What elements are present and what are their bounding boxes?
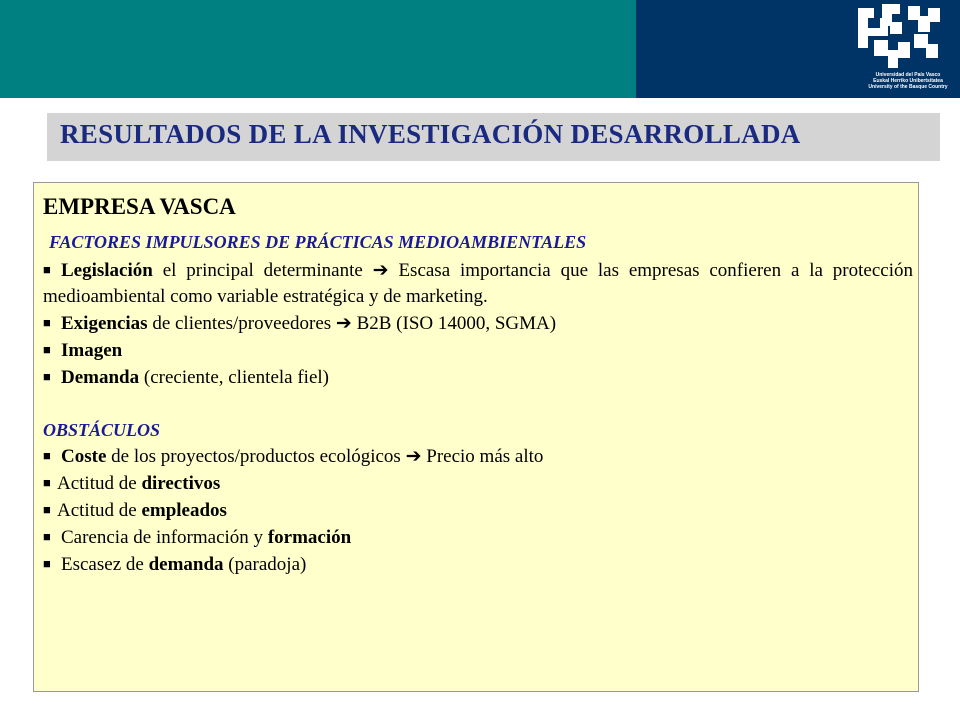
logo-line: Euskal Herriko Unibertsitatea xyxy=(873,78,943,84)
item-text: de los proyectos/productos ecológicos xyxy=(106,446,406,467)
item-keyword: formación xyxy=(267,527,352,548)
list-item xyxy=(43,364,913,391)
item-text: Escasez de xyxy=(61,554,149,575)
logo-caption xyxy=(858,72,958,90)
drivers-heading: FACTORES IMPULSORES DE PRÁCTICAS MEDIOAMBIENTALES xyxy=(49,232,587,252)
bullet-icon: ■ xyxy=(43,556,51,571)
list-item xyxy=(43,470,913,497)
item-keyword: directivos xyxy=(141,473,221,494)
item-text: Actitud de xyxy=(57,500,142,521)
list-item xyxy=(43,310,913,337)
arrow-icon: ➔ xyxy=(335,313,352,334)
page-title: RESULTADOS DE LA INVESTIGACIÓN DESARROLLADA xyxy=(60,119,801,149)
item-keyword: Legislación xyxy=(61,260,153,281)
item-text: Actitud de xyxy=(57,473,142,494)
bullet-icon: ■ xyxy=(43,262,51,277)
item-keyword: Exigencias xyxy=(61,313,148,334)
item-keyword: Demanda xyxy=(61,367,140,388)
logo-line: University of the Basque Country xyxy=(868,84,948,90)
bullet-icon: ■ xyxy=(43,448,51,463)
obstacles-heading: OBSTÁCULOS xyxy=(43,420,161,440)
item-text: Precio más alto xyxy=(421,446,544,467)
item-text: B2B (ISO 14000, SGMA) xyxy=(351,313,557,334)
item-text: Escasa importancia que las empresas confieren a la protección medioambiental como variable estratégica y de marketing. xyxy=(43,260,913,307)
bullet-icon: ■ xyxy=(43,342,51,357)
item-keyword: empleados xyxy=(141,500,227,521)
item-keyword: demanda xyxy=(148,554,224,575)
list-item xyxy=(43,337,913,364)
list-item xyxy=(43,551,913,578)
header-bar xyxy=(0,0,960,98)
section-title: EMPRESA VASCA xyxy=(43,194,236,219)
arrow-icon: ➔ xyxy=(372,260,389,281)
item-text: Carencia de información y xyxy=(61,527,268,548)
bullet-icon: ■ xyxy=(43,502,51,517)
item-text: (creciente, clientela fiel) xyxy=(139,367,329,388)
item-text: (paradoja) xyxy=(223,554,307,575)
bullet-icon: ■ xyxy=(43,315,51,330)
bullet-icon: ■ xyxy=(43,529,51,544)
content-body xyxy=(43,194,913,578)
bullet-icon: ■ xyxy=(43,369,51,384)
arrow-icon: ➔ xyxy=(405,446,422,467)
item-keyword: Coste xyxy=(61,446,107,467)
list-item xyxy=(43,524,913,551)
header-teal-band xyxy=(0,0,636,98)
logo-line: Universidad del País Vasco xyxy=(875,72,941,78)
list-item xyxy=(43,443,913,470)
item-text: el principal determinante xyxy=(152,260,373,281)
bullet-icon: ■ xyxy=(43,475,51,490)
item-text: de clientes/proveedores xyxy=(147,313,336,334)
list-item xyxy=(43,257,913,310)
list-item xyxy=(43,497,913,524)
item-keyword: Imagen xyxy=(61,340,123,361)
